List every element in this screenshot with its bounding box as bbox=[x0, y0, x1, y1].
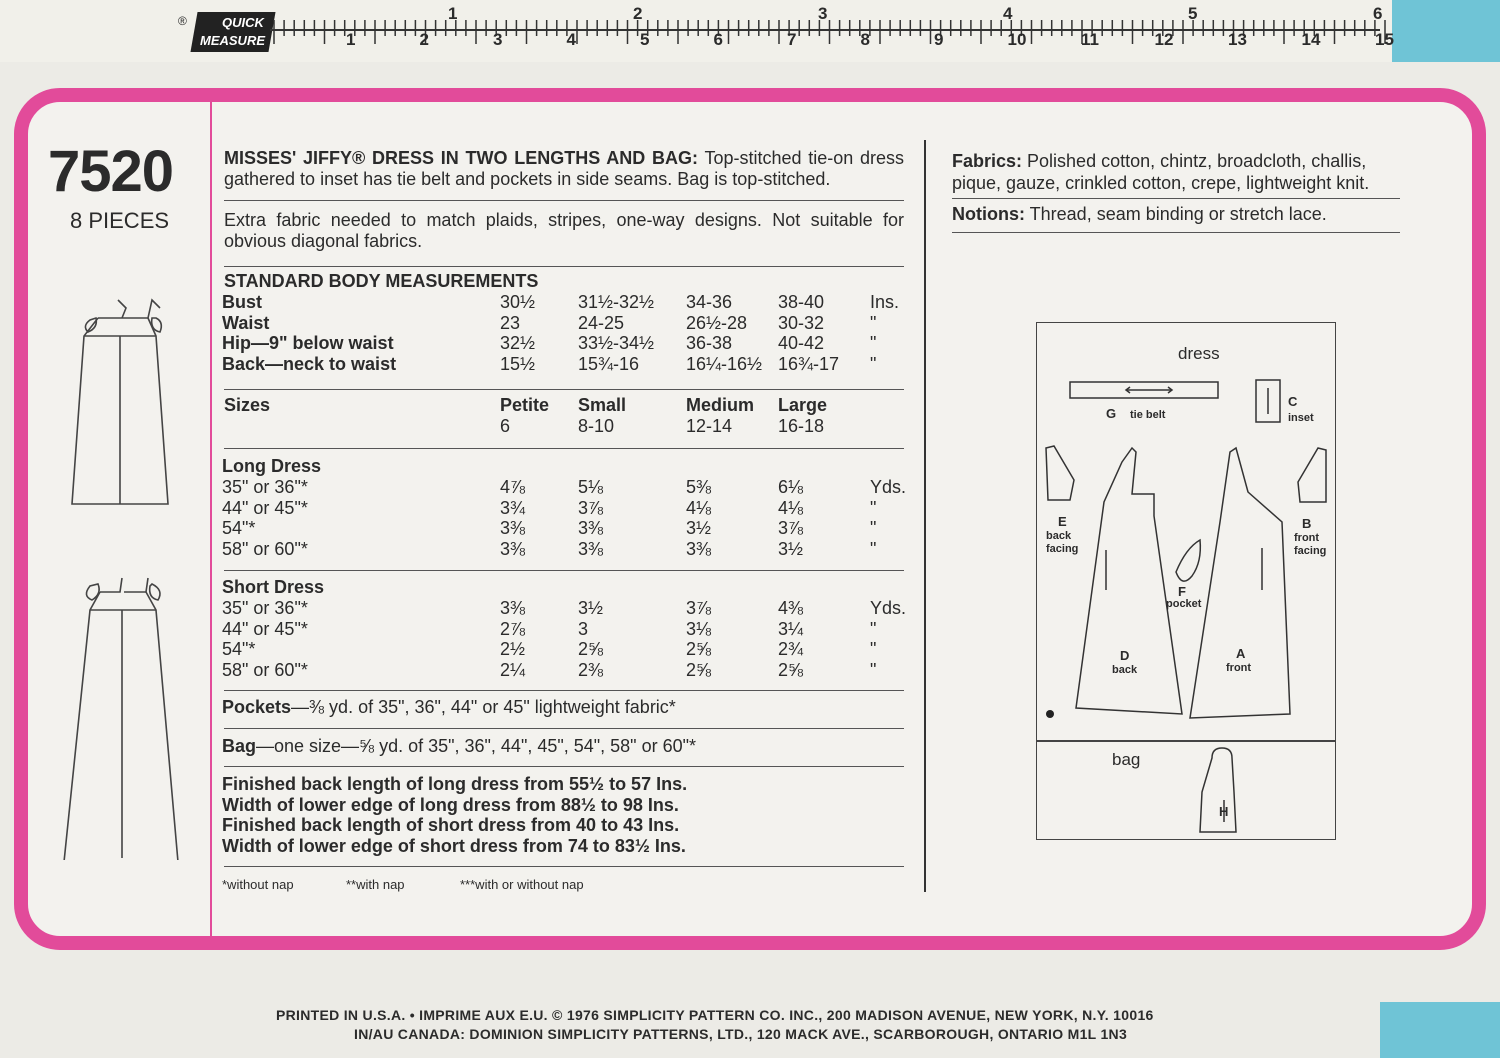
yardage-row-label: 58" or 60"* bbox=[222, 538, 308, 559]
yardage-value: 3⅛ bbox=[686, 618, 712, 639]
measurement-value: 30-32 bbox=[778, 312, 825, 333]
ruler-cm-number: 2 bbox=[419, 30, 429, 49]
measurement-unit: " bbox=[870, 312, 877, 333]
measurement-value: 15½ bbox=[500, 353, 536, 374]
yardage-unit: " bbox=[870, 618, 877, 639]
measurement-value: 34-36 bbox=[686, 292, 733, 312]
fabrics-text bbox=[952, 150, 1400, 194]
size-number: 8-10 bbox=[578, 416, 615, 436]
piece-letter-B: B bbox=[1302, 516, 1312, 531]
yardage-value: 3½ bbox=[778, 538, 804, 559]
yardage-value: 5⅜ bbox=[686, 477, 712, 497]
yardage-value: 2⅝ bbox=[686, 639, 712, 659]
yardage-value: 3½ bbox=[578, 598, 604, 618]
yardage-value: 3¼ bbox=[778, 618, 804, 639]
yardage-value: 6⅛ bbox=[778, 477, 804, 497]
bag-yardage bbox=[222, 736, 696, 757]
piece-letter-G: G bbox=[1106, 406, 1117, 421]
pattern-pieces-count: 8 PIECES bbox=[70, 208, 170, 233]
divider-line bbox=[952, 232, 1400, 233]
bag-text: —one size—⅝ yd. of 35", 36", 44", 45", 54", 58" or 60"* bbox=[256, 736, 696, 756]
yardage-value: 3¾ bbox=[500, 497, 526, 518]
yardage-value: 3⅜ bbox=[686, 538, 712, 559]
measurement-value: 36-38 bbox=[686, 333, 733, 353]
measurement-value: 30½ bbox=[500, 292, 536, 312]
measurement-value: 16¼-16½ bbox=[686, 353, 763, 374]
blue-corner-tab-bottom bbox=[1380, 1002, 1500, 1058]
yardage-row-label: 35" or 36"* bbox=[222, 598, 308, 618]
ruler-cm-number: 1 bbox=[346, 30, 356, 49]
notions-label: Notions: bbox=[952, 204, 1025, 224]
yardage-value: 3⅞ bbox=[686, 598, 712, 618]
measurement-value: 16¾-17 bbox=[778, 353, 840, 374]
finished-measurements bbox=[222, 774, 687, 856]
yardage-value: 2⅝ bbox=[578, 639, 604, 659]
size-number: 12-14 bbox=[686, 416, 733, 436]
yardage-value: 4⅞ bbox=[500, 477, 526, 497]
yardage-value: 2¾ bbox=[778, 639, 804, 659]
piece-letter-E: E bbox=[1058, 514, 1067, 529]
description-text: Top-stitched tie-on dress gathered to inset has tie belt and pockets in side seams. Bag is top-stitched. bbox=[224, 148, 904, 189]
divider-line bbox=[224, 728, 904, 729]
piece-name-front-facing: front facing bbox=[1294, 532, 1327, 557]
measurements-title: STANDARD BODY MEASUREMENTS bbox=[224, 271, 539, 291]
measurement-value: 33½-34½ bbox=[578, 333, 655, 353]
pockets-yardage bbox=[222, 697, 676, 718]
measurement-unit: Ins. bbox=[870, 292, 900, 312]
column-divider bbox=[924, 140, 926, 892]
sizes-label: Sizes bbox=[224, 395, 271, 415]
divider-line bbox=[224, 866, 904, 867]
quick-measure-badge-line1: QUICK bbox=[222, 15, 264, 30]
yardage-unit: " bbox=[870, 659, 877, 680]
yardage-value: 4⅛ bbox=[778, 497, 804, 518]
pockets-label: Pockets bbox=[222, 697, 292, 717]
yardage-value: 2⅞ bbox=[500, 618, 526, 639]
piece-name-back: back bbox=[1112, 664, 1138, 676]
footnote-with-nap: **with nap bbox=[346, 877, 405, 892]
ruler-inch-number: 2 bbox=[633, 4, 643, 23]
quick-measure-badge-line2: MEASURE bbox=[200, 33, 266, 48]
yardage-row-label: 35" or 36"* bbox=[222, 477, 308, 497]
short-dress-label: Short Dress bbox=[222, 577, 325, 597]
ruler-cm-number: 3 bbox=[493, 30, 503, 49]
ruler-cm-number: 8 bbox=[860, 30, 870, 49]
yardage-value: 5⅛ bbox=[578, 477, 604, 497]
yardage-value: 3⅜ bbox=[578, 518, 604, 538]
piece-letter-H: H bbox=[1219, 804, 1229, 819]
ruler-cm-number: 13 bbox=[1228, 30, 1247, 49]
footnote-with-or-without-nap: ***with or without nap bbox=[460, 877, 584, 892]
yardage-row-label: 44" or 45"* bbox=[222, 497, 308, 518]
piece-name-pocket: pocket bbox=[1166, 598, 1202, 610]
footnote-without-nap: *without nap bbox=[222, 877, 294, 892]
yardage-value: 3½ bbox=[686, 518, 712, 538]
finished-line: Width of lower edge of short dress from 74 to 83½ Ins. bbox=[222, 835, 686, 856]
measurement-row-label: Waist bbox=[222, 312, 270, 333]
yardage-unit: " bbox=[870, 518, 877, 538]
pattern-number: 7520 bbox=[48, 139, 174, 204]
ruler-inch-number: 6 bbox=[1373, 4, 1383, 23]
yardage-value: 3⅜ bbox=[500, 518, 526, 538]
yardage-value: 2¼ bbox=[500, 659, 526, 680]
piece-letter-F: F bbox=[1178, 584, 1186, 599]
yardage-unit: " bbox=[870, 639, 877, 659]
ruler-cm-number: 14 bbox=[1301, 30, 1321, 49]
measurement-value: 40-42 bbox=[778, 333, 825, 353]
size-name: Large bbox=[778, 395, 828, 415]
ruler-cm-number: 4 bbox=[566, 30, 576, 49]
footer-line-1: PRINTED IN U.S.A. • IMPRIME AUX E.U. © 1976 SIMPLICITY PATTERN CO. INC., 200 MADISON AVENUE, NEW YORK, N.Y. 10016 bbox=[276, 1007, 1154, 1023]
ruler-inch-number: 1 bbox=[448, 4, 458, 23]
long-dress-label: Long Dress bbox=[222, 456, 322, 476]
ruler-cm-number: 15 bbox=[1375, 30, 1394, 49]
pink-inner-line bbox=[210, 100, 212, 936]
ruler-inch-number: 3 bbox=[818, 4, 828, 23]
measurement-row-label: Bust bbox=[222, 292, 262, 312]
finished-line: Finished back length of short dress from 40 to 43 Ins. bbox=[222, 815, 680, 835]
finished-line: Finished back length of long dress from 55½ to 57 Ins. bbox=[222, 774, 688, 794]
size-number: 6 bbox=[500, 416, 511, 436]
measurement-row-label: Back—neck to waist bbox=[222, 353, 397, 374]
ruler-cm-number: 7 bbox=[787, 30, 797, 49]
measurement-value: 15¾-16 bbox=[578, 353, 640, 374]
yardage-unit: Yds. bbox=[870, 598, 907, 618]
ruler-inch-number: 4 bbox=[1003, 4, 1013, 23]
divider-line bbox=[224, 389, 904, 390]
measurement-value: 24-25 bbox=[578, 312, 625, 333]
ruler-cm-number: 6 bbox=[713, 30, 723, 49]
measurement-unit: " bbox=[870, 353, 877, 374]
divider-line bbox=[224, 200, 904, 201]
yardage-row-label: 54"* bbox=[222, 518, 256, 538]
piece-letter-C: C bbox=[1288, 394, 1298, 409]
layout-dress-title: dress bbox=[1178, 344, 1220, 363]
notions-list: Thread, seam binding or stretch lace. bbox=[1024, 204, 1327, 224]
size-name: Small bbox=[578, 395, 627, 415]
pockets-text: —⅜ yd. of 35", 36", 44" or 45" lightweight fabric* bbox=[291, 697, 676, 717]
measurement-unit: " bbox=[870, 333, 877, 353]
measurement-row-label: Hip—9" below waist bbox=[222, 333, 394, 353]
yardage-value: 2⅜ bbox=[578, 659, 604, 680]
piece-name-back-facing: back facing bbox=[1046, 530, 1079, 555]
piece-letter-D: D bbox=[1120, 648, 1130, 663]
yardage-value: 4⅜ bbox=[778, 598, 804, 618]
blue-corner-tab bbox=[1392, 0, 1500, 62]
measurement-value: 31½-32½ bbox=[578, 292, 655, 312]
divider-line bbox=[952, 198, 1400, 199]
size-name: Petite bbox=[500, 395, 550, 415]
pattern-description bbox=[224, 148, 904, 190]
yardage-value: 4⅛ bbox=[686, 497, 712, 518]
measurement-value: 38-40 bbox=[778, 292, 825, 312]
ruler-cm-number: 12 bbox=[1154, 30, 1174, 49]
size-number: 16-18 bbox=[778, 416, 825, 436]
ruler-cm-number: 10 bbox=[1007, 30, 1027, 49]
measurement-value: 26½-28 bbox=[686, 312, 748, 333]
piece-name-tie-belt: tie belt bbox=[1130, 409, 1166, 421]
yardage-value: 2⅝ bbox=[686, 659, 712, 680]
layout-bag-title: bag bbox=[1112, 750, 1141, 769]
yardage-unit: " bbox=[870, 538, 877, 559]
fabrics-label: Fabrics: bbox=[952, 151, 1023, 171]
measurement-value: 23 bbox=[500, 312, 521, 333]
registered-mark: ® bbox=[178, 14, 187, 28]
dress-sketches bbox=[60, 260, 190, 860]
yardage-value: 3 bbox=[578, 618, 589, 639]
ruler-ticks bbox=[270, 0, 1390, 62]
measurement-value: 32½ bbox=[500, 333, 536, 353]
ruler-cm-number: 11 bbox=[1081, 30, 1099, 49]
footer-line-2: IN/AU CANADA: DOMINION SIMPLICITY PATTERNS, LTD., 120 MACK AVE., SCARBOROUGH, ONTARIO M1L 1N3 bbox=[354, 1026, 1128, 1042]
divider-line bbox=[224, 690, 904, 691]
notions-text bbox=[952, 204, 1327, 225]
divider-line bbox=[224, 266, 904, 267]
yardage-unit: Yds. bbox=[870, 477, 907, 497]
divider-line bbox=[224, 448, 904, 449]
ruler-inch-number: 5 bbox=[1188, 4, 1198, 23]
bag-label: Bag bbox=[222, 736, 257, 756]
yardage-value: 3⅜ bbox=[500, 538, 526, 559]
divider-line bbox=[224, 766, 904, 767]
ruler-cm-number: 9 bbox=[934, 30, 944, 49]
divider-line bbox=[224, 570, 904, 571]
fabrics-list: Polished cotton, chintz, broadcloth, challis, pique, gauze, crinkled cotton, crepe, lightweight knit. bbox=[952, 151, 1370, 193]
finished-line: Width of lower edge of long dress from 88½ to 98 Ins. bbox=[222, 794, 679, 815]
yardage-value: 3⅜ bbox=[500, 598, 526, 618]
yardage-row-label: 58" or 60"* bbox=[222, 659, 308, 680]
ruler-cm-number: 5 bbox=[640, 30, 650, 49]
yardage-unit: " bbox=[870, 497, 877, 518]
description-heading: MISSES' JIFFY® DRESS IN TWO LENGTHS AND BAG: bbox=[224, 148, 699, 168]
piece-letter-A: A bbox=[1236, 646, 1246, 661]
yardage-value: 3⅞ bbox=[578, 497, 604, 518]
yardage-value: 3⅞ bbox=[778, 518, 804, 538]
piece-name-front: front bbox=[1226, 662, 1252, 674]
size-name: Medium bbox=[686, 395, 755, 415]
yardage-value: 2½ bbox=[500, 639, 526, 659]
yardage-value: 3⅜ bbox=[578, 538, 604, 559]
piece-name-inset: inset bbox=[1288, 412, 1314, 424]
yardage-row-label: 54"* bbox=[222, 639, 256, 659]
yardage-row-label: 44" or 45"* bbox=[222, 618, 308, 639]
yardage-value: 2⅝ bbox=[778, 659, 804, 680]
extra-fabric-note: Extra fabric needed to match plaids, stripes, one-way designs. Not suitable for obvious diagonal fabrics. bbox=[224, 210, 904, 251]
